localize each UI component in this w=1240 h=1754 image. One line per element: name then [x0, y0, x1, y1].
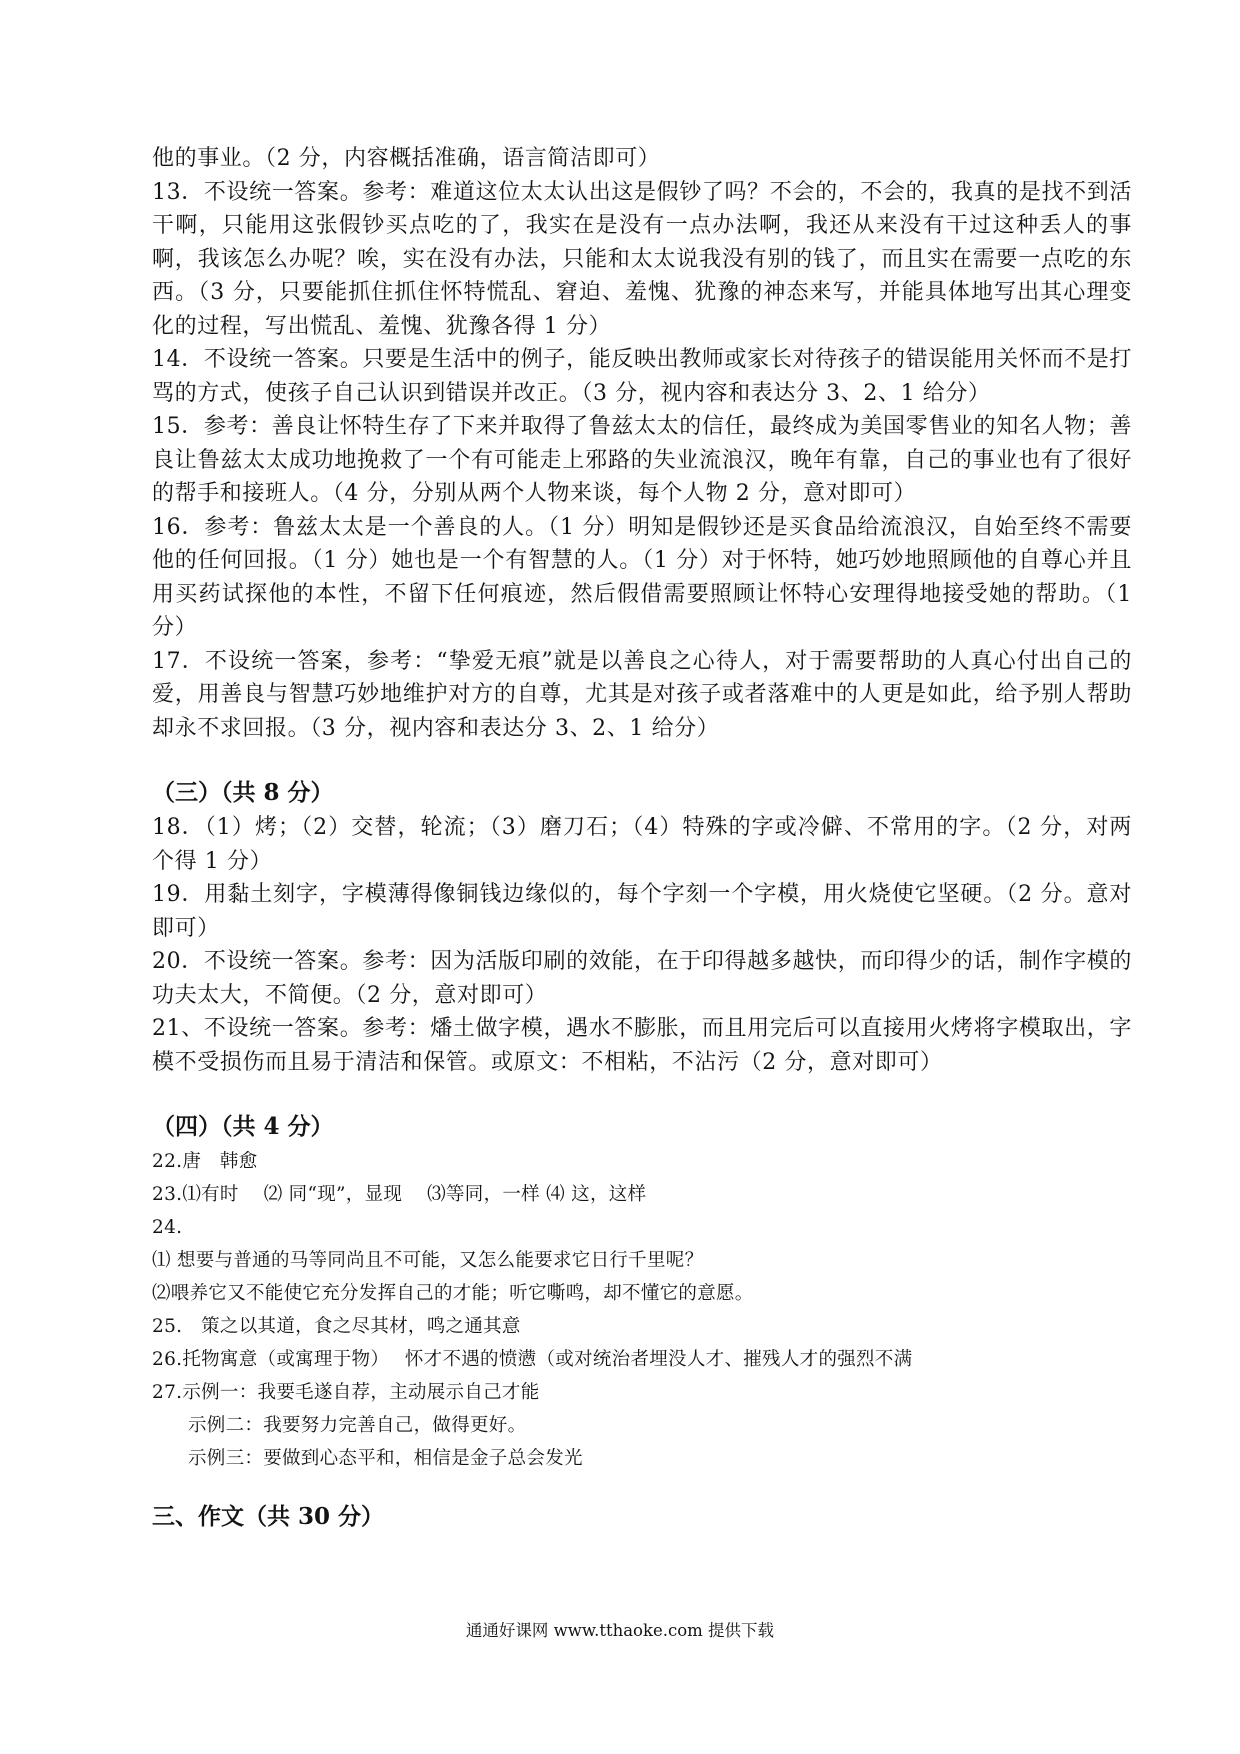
answer-line: 25. 策之以其道，食之尽其材，鸣之通其意 [152, 1316, 521, 1337]
answer-line: 26.托物寓意（或寓理于物） 怀才不遇的愤懑（或对统治者埋没人才、摧残人才的强烈不满 [152, 1349, 913, 1370]
answer-line: 23.⑴有时 ⑵ 同“现”，显现 ⑶等同，一样 ⑷ 这，这样 [152, 1184, 647, 1205]
reading-answers-section-3 [152, 775, 1132, 1079]
spacer [152, 1079, 1132, 1109]
answer-paragraph: 他的事业。（2 分，内容概括准确，语言简洁即可） [152, 146, 661, 171]
answer-paragraph: 17．不设统一答案，参考：“挚爱无痕”就是以善良之心待人，对于需要帮助的人真心付出自己的爱，用善良与智慧巧妙地维护对方的自尊，尤其是对孩子或者落难中的人更是如此，给予别人帮助却永不求回报。（3 分，视内容和表达分 3、2、1 给分） [152, 648, 1132, 741]
example-line: 示例二：我要努力完善自己，做得更好。 [188, 1415, 527, 1436]
section-title: （三）（共 8 分） [152, 779, 334, 806]
answer-paragraph: 21、不设统一答案。参考：燔土做字模，遇水不膨胀，而且用完后可以直接用火烤将字模取出，字模不受损伤而且易于清洁和保管。或原文：不相粘，不沾污（2 分，意对即可） [152, 1016, 1132, 1075]
example-line: 示例三：要做到心态平和，相信是金子总会发光 [188, 1448, 583, 1469]
answer-paragraph: 19．用黏土刻字，字模薄得像铜钱边缘似的，每个字刻一个字模，用火烧使它坚硬。（2 分。意对即可） [152, 882, 1132, 941]
answer-paragraph: 20．不设统一答案。参考：因为活版印刷的效能，在于印得越多越快，而印得少的话，制作字模的功夫太大，不简便。（2 分，意对即可） [152, 949, 1132, 1008]
answer-paragraph: 16．参考：鲁兹太太是一个善良的人。（1 分）明知是假钞还是买食品给流浪汉，自始至终不需要他的任何回报。（1 分）她也是一个有智慧的人。（1 分）对于怀特，她巧妙地照顾他的自尊心并且用买药试探他的本性，不留下任何痕迹，然后假借需要照顾让怀特心安理得地接受她的帮助。（1 分） [152, 514, 1132, 640]
answer-key-page [152, 142, 1132, 1537]
page-footer: 通通好课网 www.tthaoke.com 提供下载 [465, 1621, 775, 1640]
answer-line: 27.示例一：我要毛遂自荐，主动展示自己才能 [152, 1382, 540, 1403]
answer-paragraph: 15．参考：善良让怀特生存了下来并取得了鲁兹太太的信任，最终成为美国零售业的知名人物；善良让鲁兹太太成功地挽救了一个有可能走上邪路的失业流浪汉，晚年有靠，自己的事业也有了很好的帮手和接班人。（4 分，分别从两个人物来谈，每个人物 2 分，意对即可） [152, 414, 1132, 506]
answer-line: 22.唐 韩愈 [152, 1151, 258, 1172]
answer-line: ⑵喂养它又不能使它充分发挥自己的才能；听它嘶鸣，却不懂它的意愿。 [152, 1283, 754, 1304]
answer-paragraph: 18．（1）烤；（2）交替，轮流；（3）磨刀石；（4）特殊的字或冷僻、不常用的字。（2 分，对两个得 1 分） [152, 815, 1132, 874]
answer-paragraph: 14．不设统一答案。只要是生活中的例子，能反映出教师或家长对待孩子的错误能用关怀而不是打骂的方式，使孩子自己认识到错误并改正。（3 分，视内容和表达分 3、2、1 给分） [152, 347, 1132, 406]
section-title: （四）（共 4 分） [152, 1113, 334, 1140]
spacer [152, 745, 1132, 775]
reading-answers-section-2 [152, 142, 1132, 745]
essay-section-title: 三、作文（共 30 分） [152, 1503, 385, 1530]
answer-line: 24. [152, 1217, 183, 1238]
answer-paragraph: 13．不设统一答案。参考：难道这位太太认出这是假钞了吗？不会的，不会的，我真的是找不到活干啊，只能用这张假钞买点吃的了，我实在是没有一点办法啊，我还从来没有干过这种丢人的事啊，我该怎么办呢？唉，实在没有办法，只能和太太说我没有别的钱了，而且实在需要一点吃的东西。（3 分，只要能抓住抓住怀特慌乱、窘迫、羞愧、犹豫的神态来写，并能具体地写出其心理变化的过程，写出慌乱、羞愧、犹豫各得 1 分） [152, 179, 1132, 339]
reading-answers-section-4 [152, 1109, 1132, 1475]
answer-line: ⑴ 想要与普通的马等同尚且不可能，又怎么能要求它日行千里呢？ [152, 1250, 704, 1271]
